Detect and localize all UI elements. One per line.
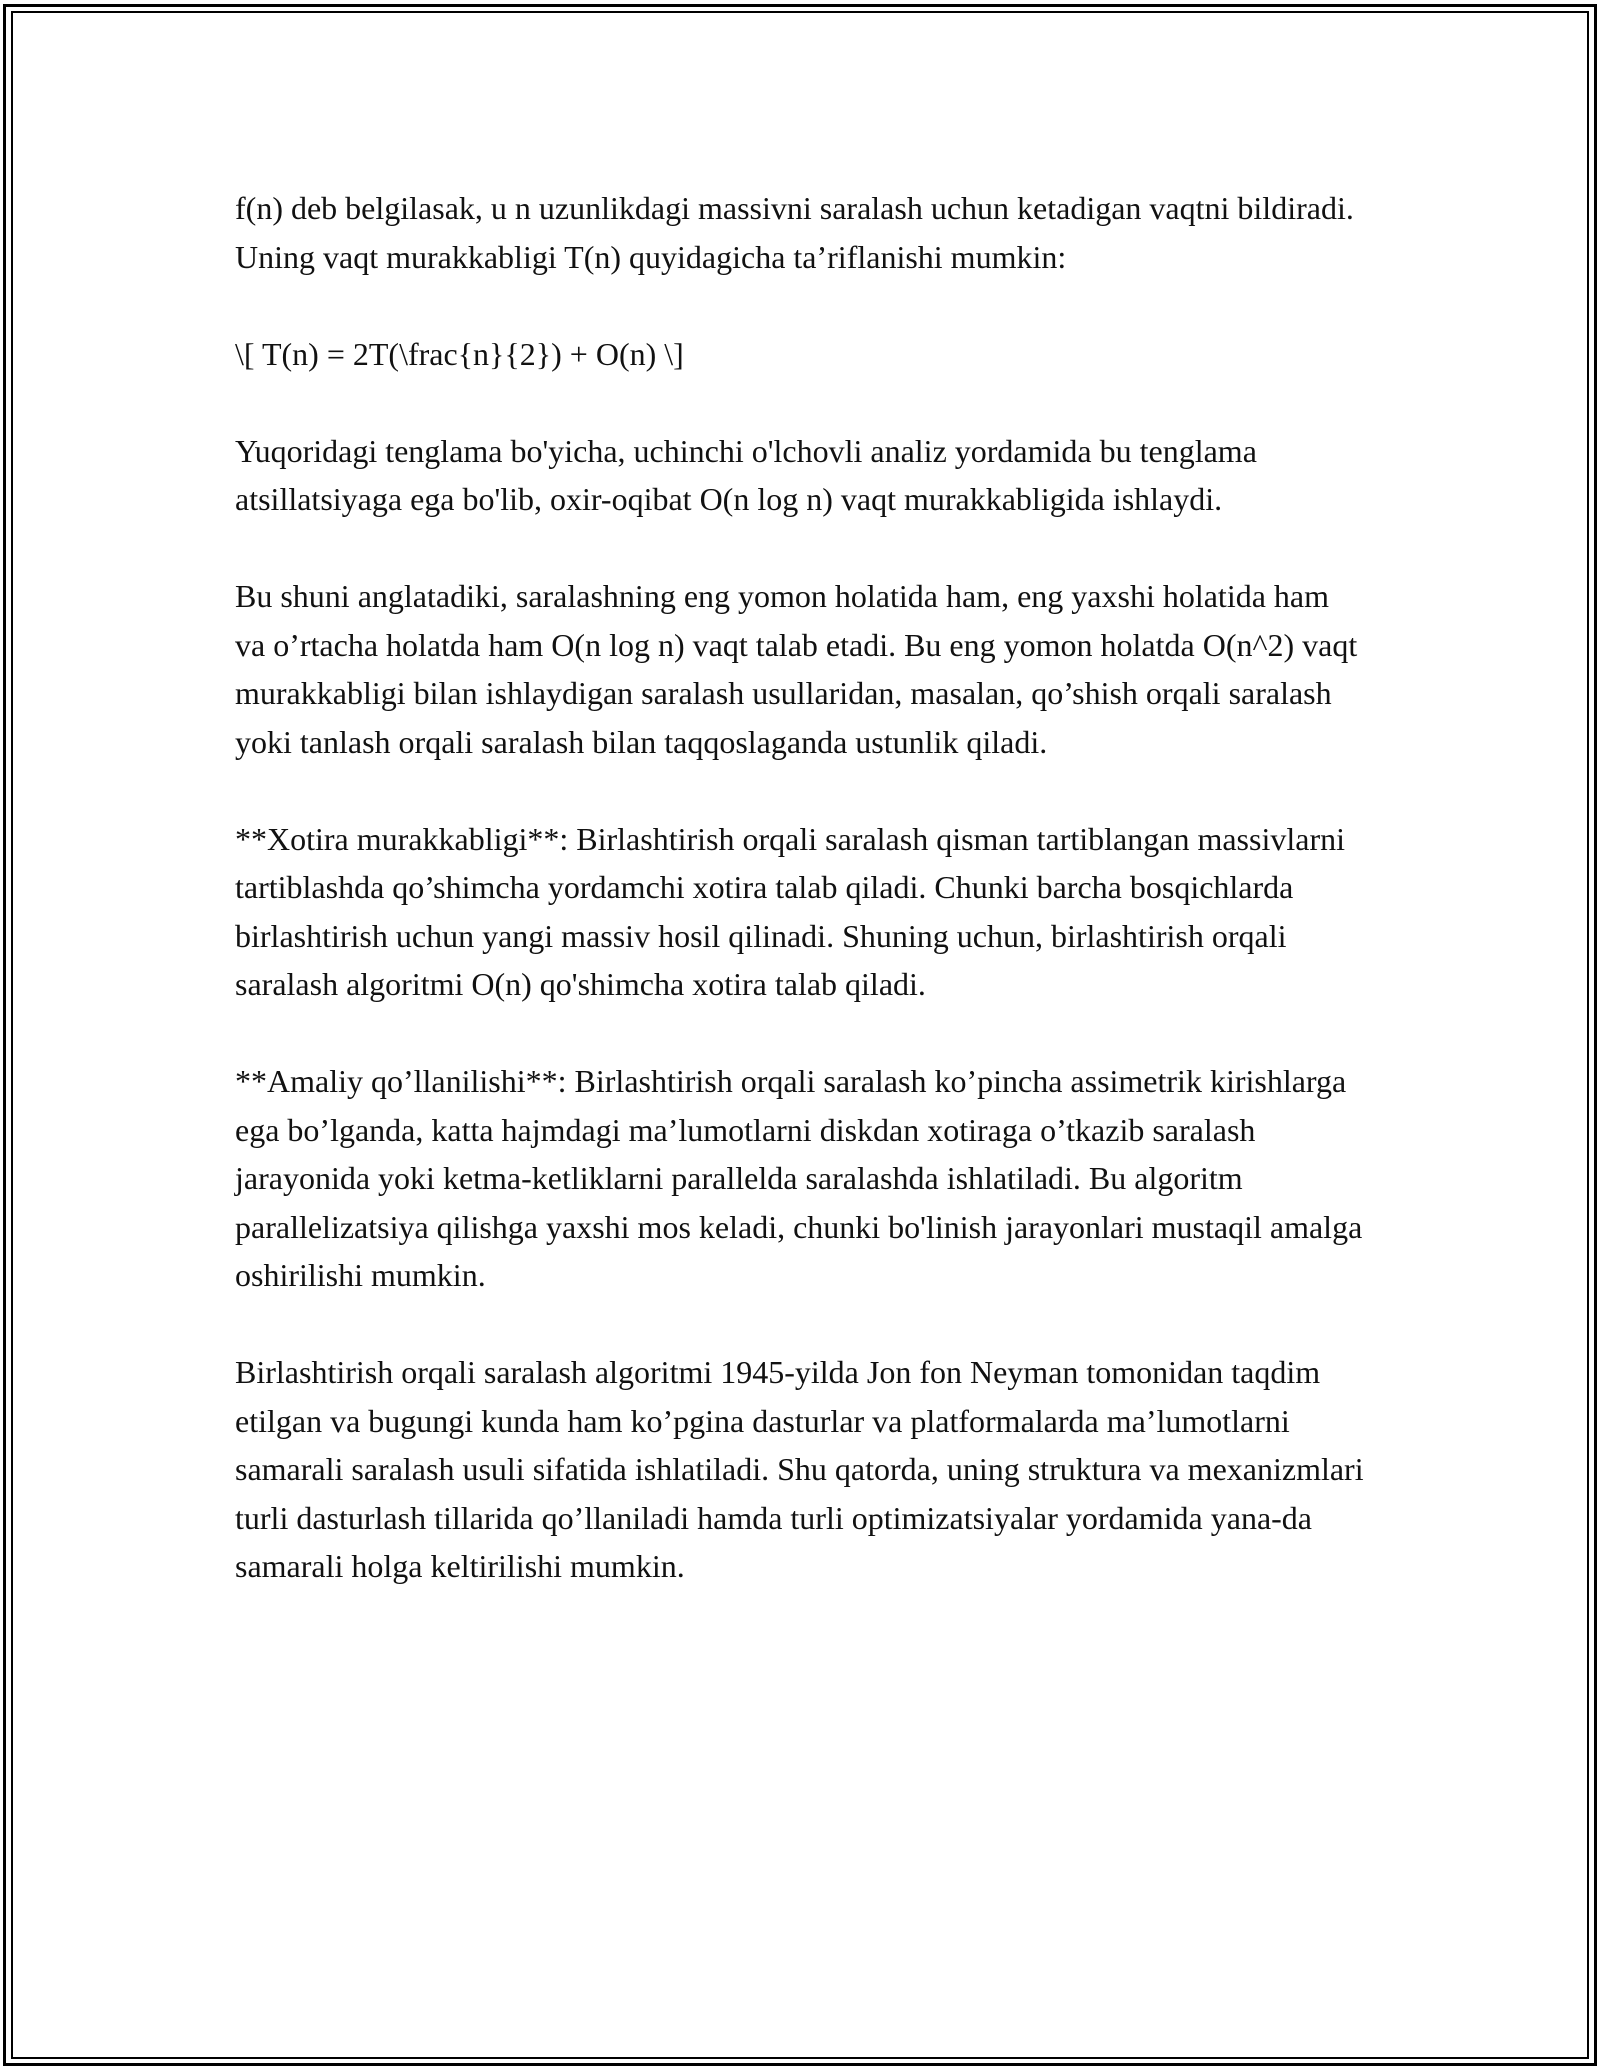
paragraph-intro: f(n) deb belgilasak, u n uzunlikdagi massivni saralash uchun ketadigan vaqtni bildiradi. Uning vaqt murakkabligi T(n) quyidagicha ta’riflanishi mumkin: [235, 190, 1354, 275]
paragraph-complexity-comparison: Bu shuni anglatadiki, saralashning eng yomon holatida ham, eng yaxshi holatida ham va o’rtacha holatda ham O(n log n) vaqt talab etadi. Bu eng yomon holatda O(n^2) vaqt murakkabligi bilan ishlaydigan saralash usullaridan, masalan, qo’shish orqali saralash yoki tanlash orqali saralash bilan taqqoslaganda ustunlik qiladi. [235, 578, 1358, 760]
paragraph-history: Birlashtirish orqali saralash algoritmi 1945-yilda Jon fon Neyman tomonidan taqdim etilgan va bugungi kunda ham ko’pgina dasturlar va platformalarda ma’lumotlarni samarali saralash usuli sifatida ishlatiladi. Shu qatorda, uning struktura va mexanizmlari turli dasturlash tillarida qo’llaniladi hamda turli optimizatsiyalar yordamida yana-da samarali holga keltirilishi mumkin. [235, 1354, 1364, 1584]
paragraph-practical-usage: **Amaliy qo’llanilishi**: Birlashtirish orqali saralash ko’pincha assimetrik kirishlarga ega bo’lganda, katta hajmdagi ma’lumotlarni diskdan xotiraga o’tkazib saralash jarayonida yoki ketma-ketliklarni parallelda saralashda ishlatiladi. Bu algoritm parallelizatsiya qilishga yaxshi mos keladi, chunki bo'linish jarayonlari mustaqil amalga oshirilishi mumkin. [235, 1063, 1363, 1293]
paragraph-analysis: Yuqoridagi tenglama bo'yicha, uchinchi o'lchovli analiz yordamida bu tenglama atsillatsiyaga ega bo'lib, oxir-oqibat O(n log n) vaqt murakkabligida ishlaydi. [235, 432, 1257, 517]
document-body [235, 184, 1365, 1639]
recurrence-formula: \[ T(n) = 2T(\frac{n}{2}) + O(n) \] [235, 335, 684, 372]
paragraph-memory-complexity: **Xotira murakkabligi**: Birlashtirish orqali saralash qisman tartiblangan massivlarni tartiblashda qo’shimcha yordamchi xotira talab qiladi. Chunki barcha bosqichlarda birlashtirish uchun yangi massiv hosil qilinadi. Shuning uchun, birlashtirish orqali saralash algoritmi O(n) qo'shimcha xotira talab qiladi. [235, 820, 1345, 1002]
